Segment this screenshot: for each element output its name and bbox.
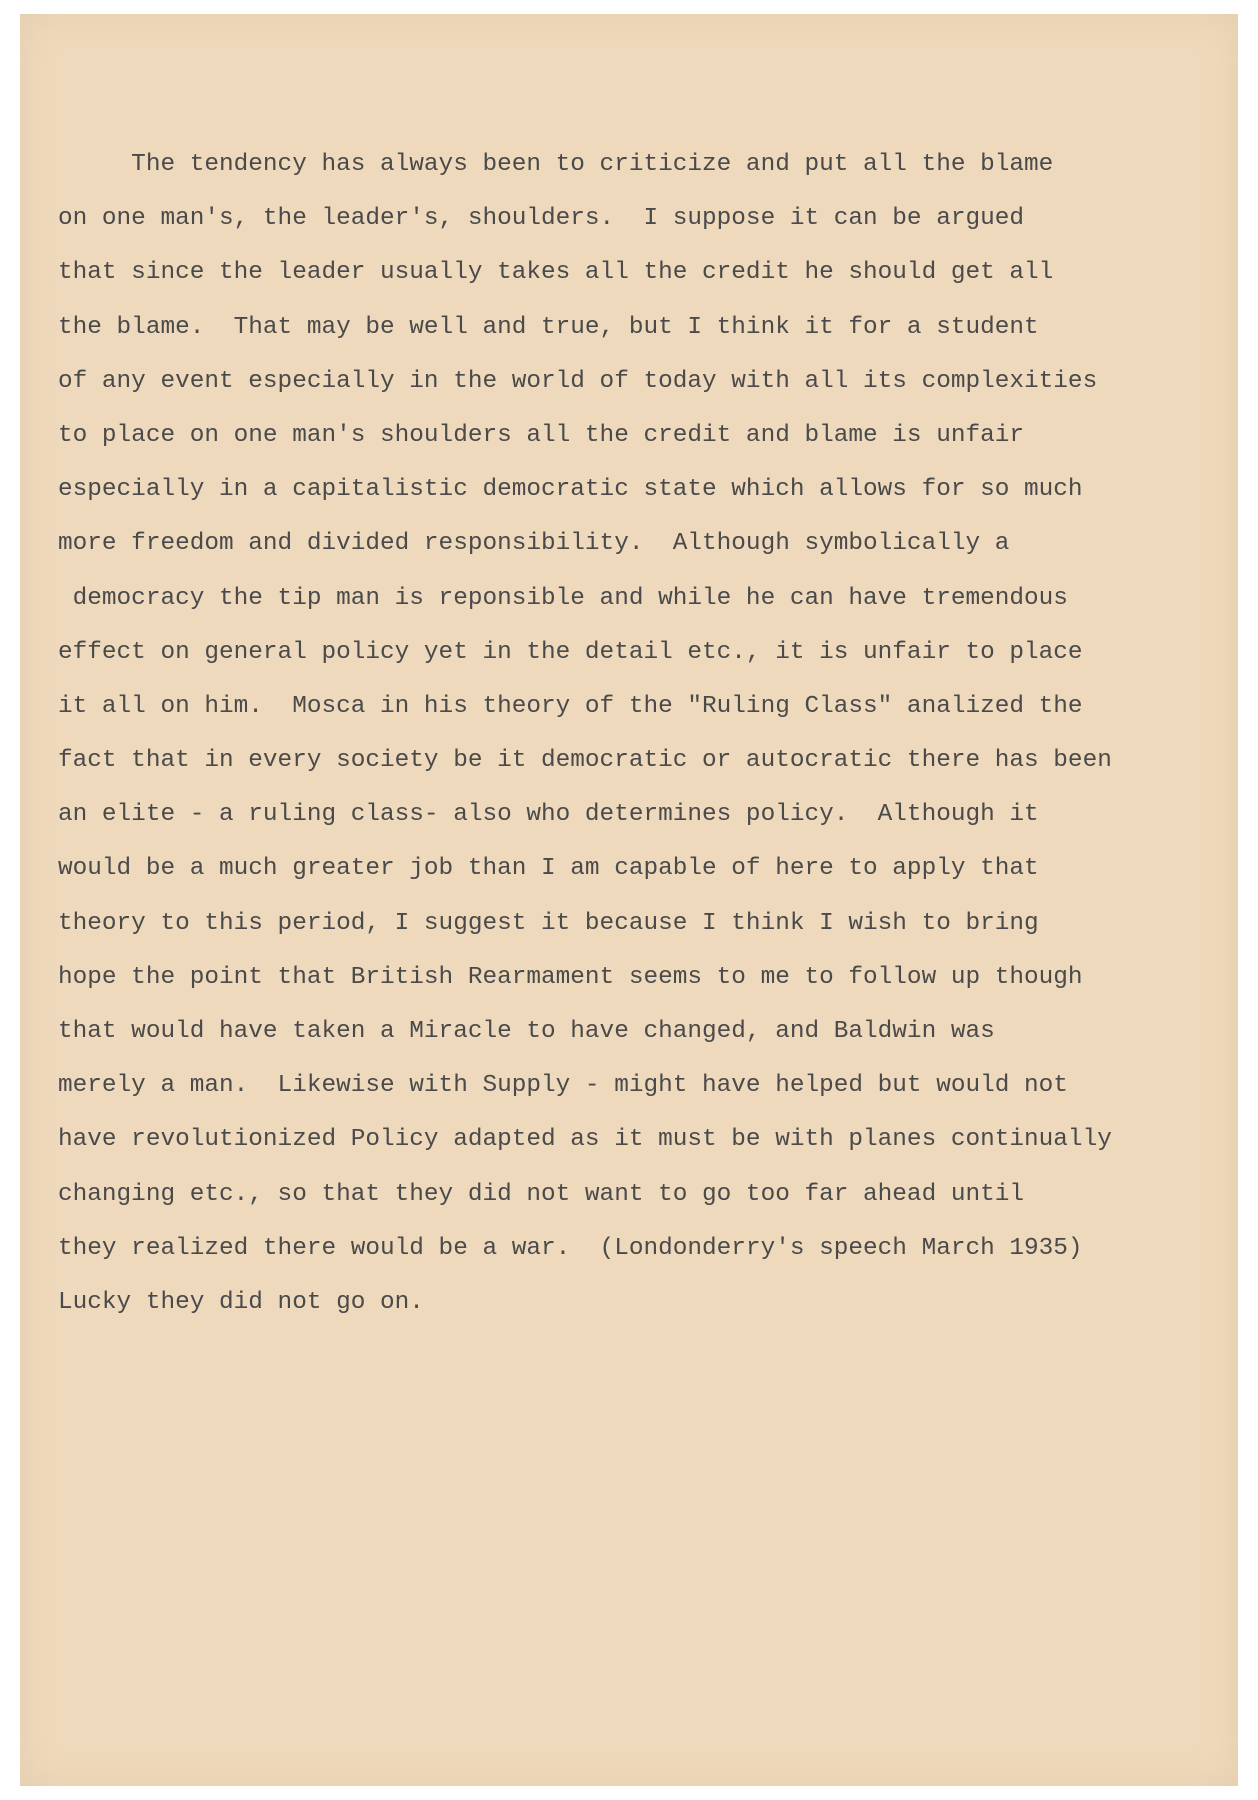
text-line: would be a much greater job than I am capable of here to apply that — [58, 855, 1039, 883]
typed-paragraph — [58, 138, 1218, 1330]
text-line: more freedom and divided responsibility. Although symbolically a — [58, 530, 1010, 558]
text-line: effect on general policy yet in the detail etc., it is unfair to place — [58, 638, 1083, 666]
text-line: theory to this period, I suggest it because I think I wish to bring — [58, 909, 1039, 937]
text-line: The tendency has always been to criticize and put all the blame — [58, 151, 1054, 178]
text-line: on one man's, the leader's, shoulders. I suppose it can be argued — [58, 205, 1025, 233]
text-line: merely a man. Likewise with Supply - might have helped but would not — [58, 1072, 1068, 1100]
text-line: the blame. That may be well and true, but I think it for a student — [58, 313, 1039, 341]
text-line: that would have taken a Miracle to have changed, and Baldwin was — [58, 1018, 995, 1045]
text-line: that since the leader usually takes all the credit he should get all — [58, 259, 1054, 287]
text-line: they realized there would be a war. (Londonderry's speech March 1935) — [58, 1234, 1083, 1262]
text-line: changing etc., so that they did not want to go too far ahead until — [58, 1180, 1025, 1208]
text-line: Lucky they did not go on. — [58, 1288, 424, 1316]
text-line: especially in a capitalistic democratic state which allows for so much — [58, 476, 1083, 504]
text-line: to place on one man's shoulders all the credit and blame is unfair — [58, 421, 1025, 449]
text-line: have revolutionized Policy adapted as it must be with planes continually — [58, 1126, 1112, 1154]
text-line: it all on him. Mosca in his theory of the "Ruling Class" analized the — [58, 692, 1083, 720]
text-line: an elite - a ruling class- also who determines policy. Although it — [58, 801, 1039, 829]
text-line: of any event especially in the world of today with all its complexities — [58, 367, 1098, 395]
text-line: hope the point that British Rearmament seems to me to follow up though — [58, 963, 1083, 991]
text-line: democracy the tip man is reponsible and while he can have tremendous — [58, 584, 1068, 612]
typewritten-page — [20, 14, 1238, 1786]
text-line: fact that in every society be it democratic or autocratic there has been — [58, 747, 1112, 775]
